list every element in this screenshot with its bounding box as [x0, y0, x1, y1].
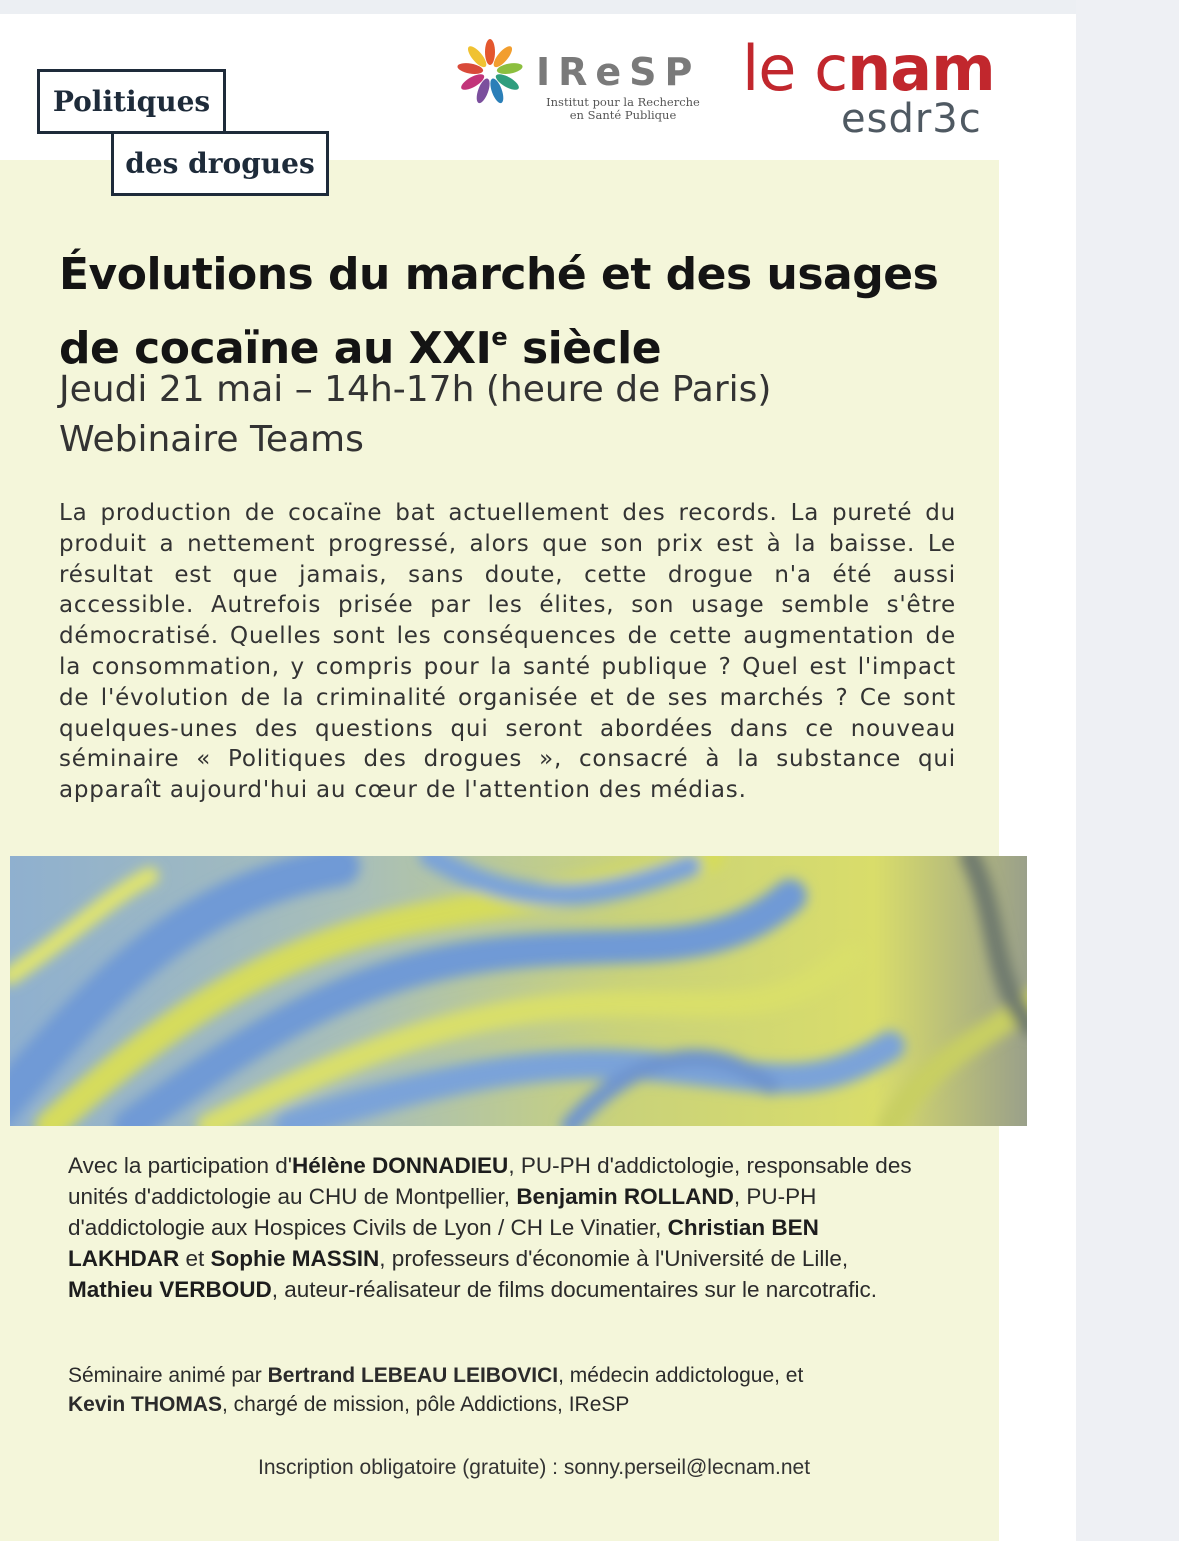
- moderators-text-2: , médecin addictologue, et: [558, 1364, 804, 1387]
- iresp-name: IReSP: [536, 50, 701, 94]
- speaker-name: Benjamin ROLLAND: [516, 1184, 734, 1209]
- event-format: Webinaire Teams: [59, 419, 364, 460]
- cnam-logo-nam: nam: [847, 32, 995, 105]
- title-superscript: e: [491, 323, 508, 351]
- iresp-sub-line1: Institut pour la Recherche: [546, 95, 700, 109]
- cnam-logo-le: le c: [742, 32, 848, 105]
- iresp-subtitle: [534, 96, 712, 122]
- speakers-paragraph: [68, 1150, 928, 1305]
- intro-paragraph: La production de cocaïne bat actuellement des records. La pureté du produit a nettement progressé, alors que son prix est à la baisse. Le résultat est que jamais, sans doute, cette drogue n'a été aussi accessible. Autrefois prisée par les élites, son usage semble s'être démocratisé. Quelles sont les conséquences de cette augmentation de la consommation, y compris pour la santé publique ? Quel est l'impact de l'évolution de la criminalité organisée et de ses marchés ? Ce sont quelques-unes des questions qui seront abordées dans ce nouveau séminaire « Politiques des drogues », consacré à la substance qui apparaît aujourd'hui au cœur de l'attention des médias.: [59, 500, 956, 804]
- marble-graphic: [10, 856, 1027, 1126]
- speaker-name: Sophie MASSIN: [210, 1246, 380, 1271]
- series-logo-line2: [111, 131, 329, 196]
- esdr3c-label: esdr3c: [841, 96, 982, 142]
- right-margin: [1076, 0, 1179, 1541]
- series-logo-text2: des drogues: [125, 147, 315, 180]
- event-title: [59, 244, 979, 380]
- series-logo-line1: [37, 69, 226, 134]
- speakers-text-4: et: [179, 1246, 211, 1271]
- moderators-text-3: , chargé de mission, pôle Addictions, IReSP: [222, 1392, 630, 1416]
- title-line1: Évolutions du marché et des usages: [59, 249, 939, 300]
- speakers-text-5: , professeurs d'économie à l'Université de Lille,: [379, 1246, 849, 1271]
- cnam-logo: [742, 32, 995, 105]
- speakers-text-1: Avec la participation d': [68, 1153, 293, 1178]
- iresp-flower-icon: [456, 38, 524, 106]
- moderator-name: Kevin THOMAS: [68, 1392, 223, 1416]
- event-date: Jeudi 21 mai – 14h-17h (heure de Paris): [59, 369, 772, 410]
- iresp-sub-line2: en Santé Publique: [569, 108, 677, 122]
- speakers-text-2: , PU-PH d'addictologie, responsable des unités d'addictologie au CHU de Montpellier,: [68, 1153, 912, 1209]
- speaker-name: Mathieu VERBOUD: [68, 1277, 272, 1302]
- registration-info: Inscription obligatoire (gratuite) : sonny.perseil@lecnam.net: [258, 1456, 811, 1479]
- speakers-text-3: , PU-PH d'addictologie aux Hospices Civils de Lyon / CH Le Vinatier,: [68, 1184, 817, 1240]
- title-line2-pre: de cocaïne au XXI: [59, 323, 492, 374]
- speakers-text-6: , auteur-réalisateur de films documentaires sur le narcotrafic.: [271, 1277, 878, 1302]
- decorative-marble-image: [10, 856, 1027, 1126]
- moderators-text-1: Séminaire animé par: [68, 1364, 268, 1387]
- moderators-paragraph: [68, 1362, 968, 1419]
- moderator-name: Bertrand LEBEAU LEIBOVICI: [267, 1364, 559, 1387]
- top-strip: [0, 0, 1076, 14]
- series-logo-text1: Politiques: [52, 85, 211, 118]
- speaker-name: Hélène DONNADIEU: [292, 1153, 509, 1178]
- speaker-name: Christian BEN LAKHDAR: [68, 1215, 819, 1271]
- title-line2-post: siècle: [507, 323, 662, 374]
